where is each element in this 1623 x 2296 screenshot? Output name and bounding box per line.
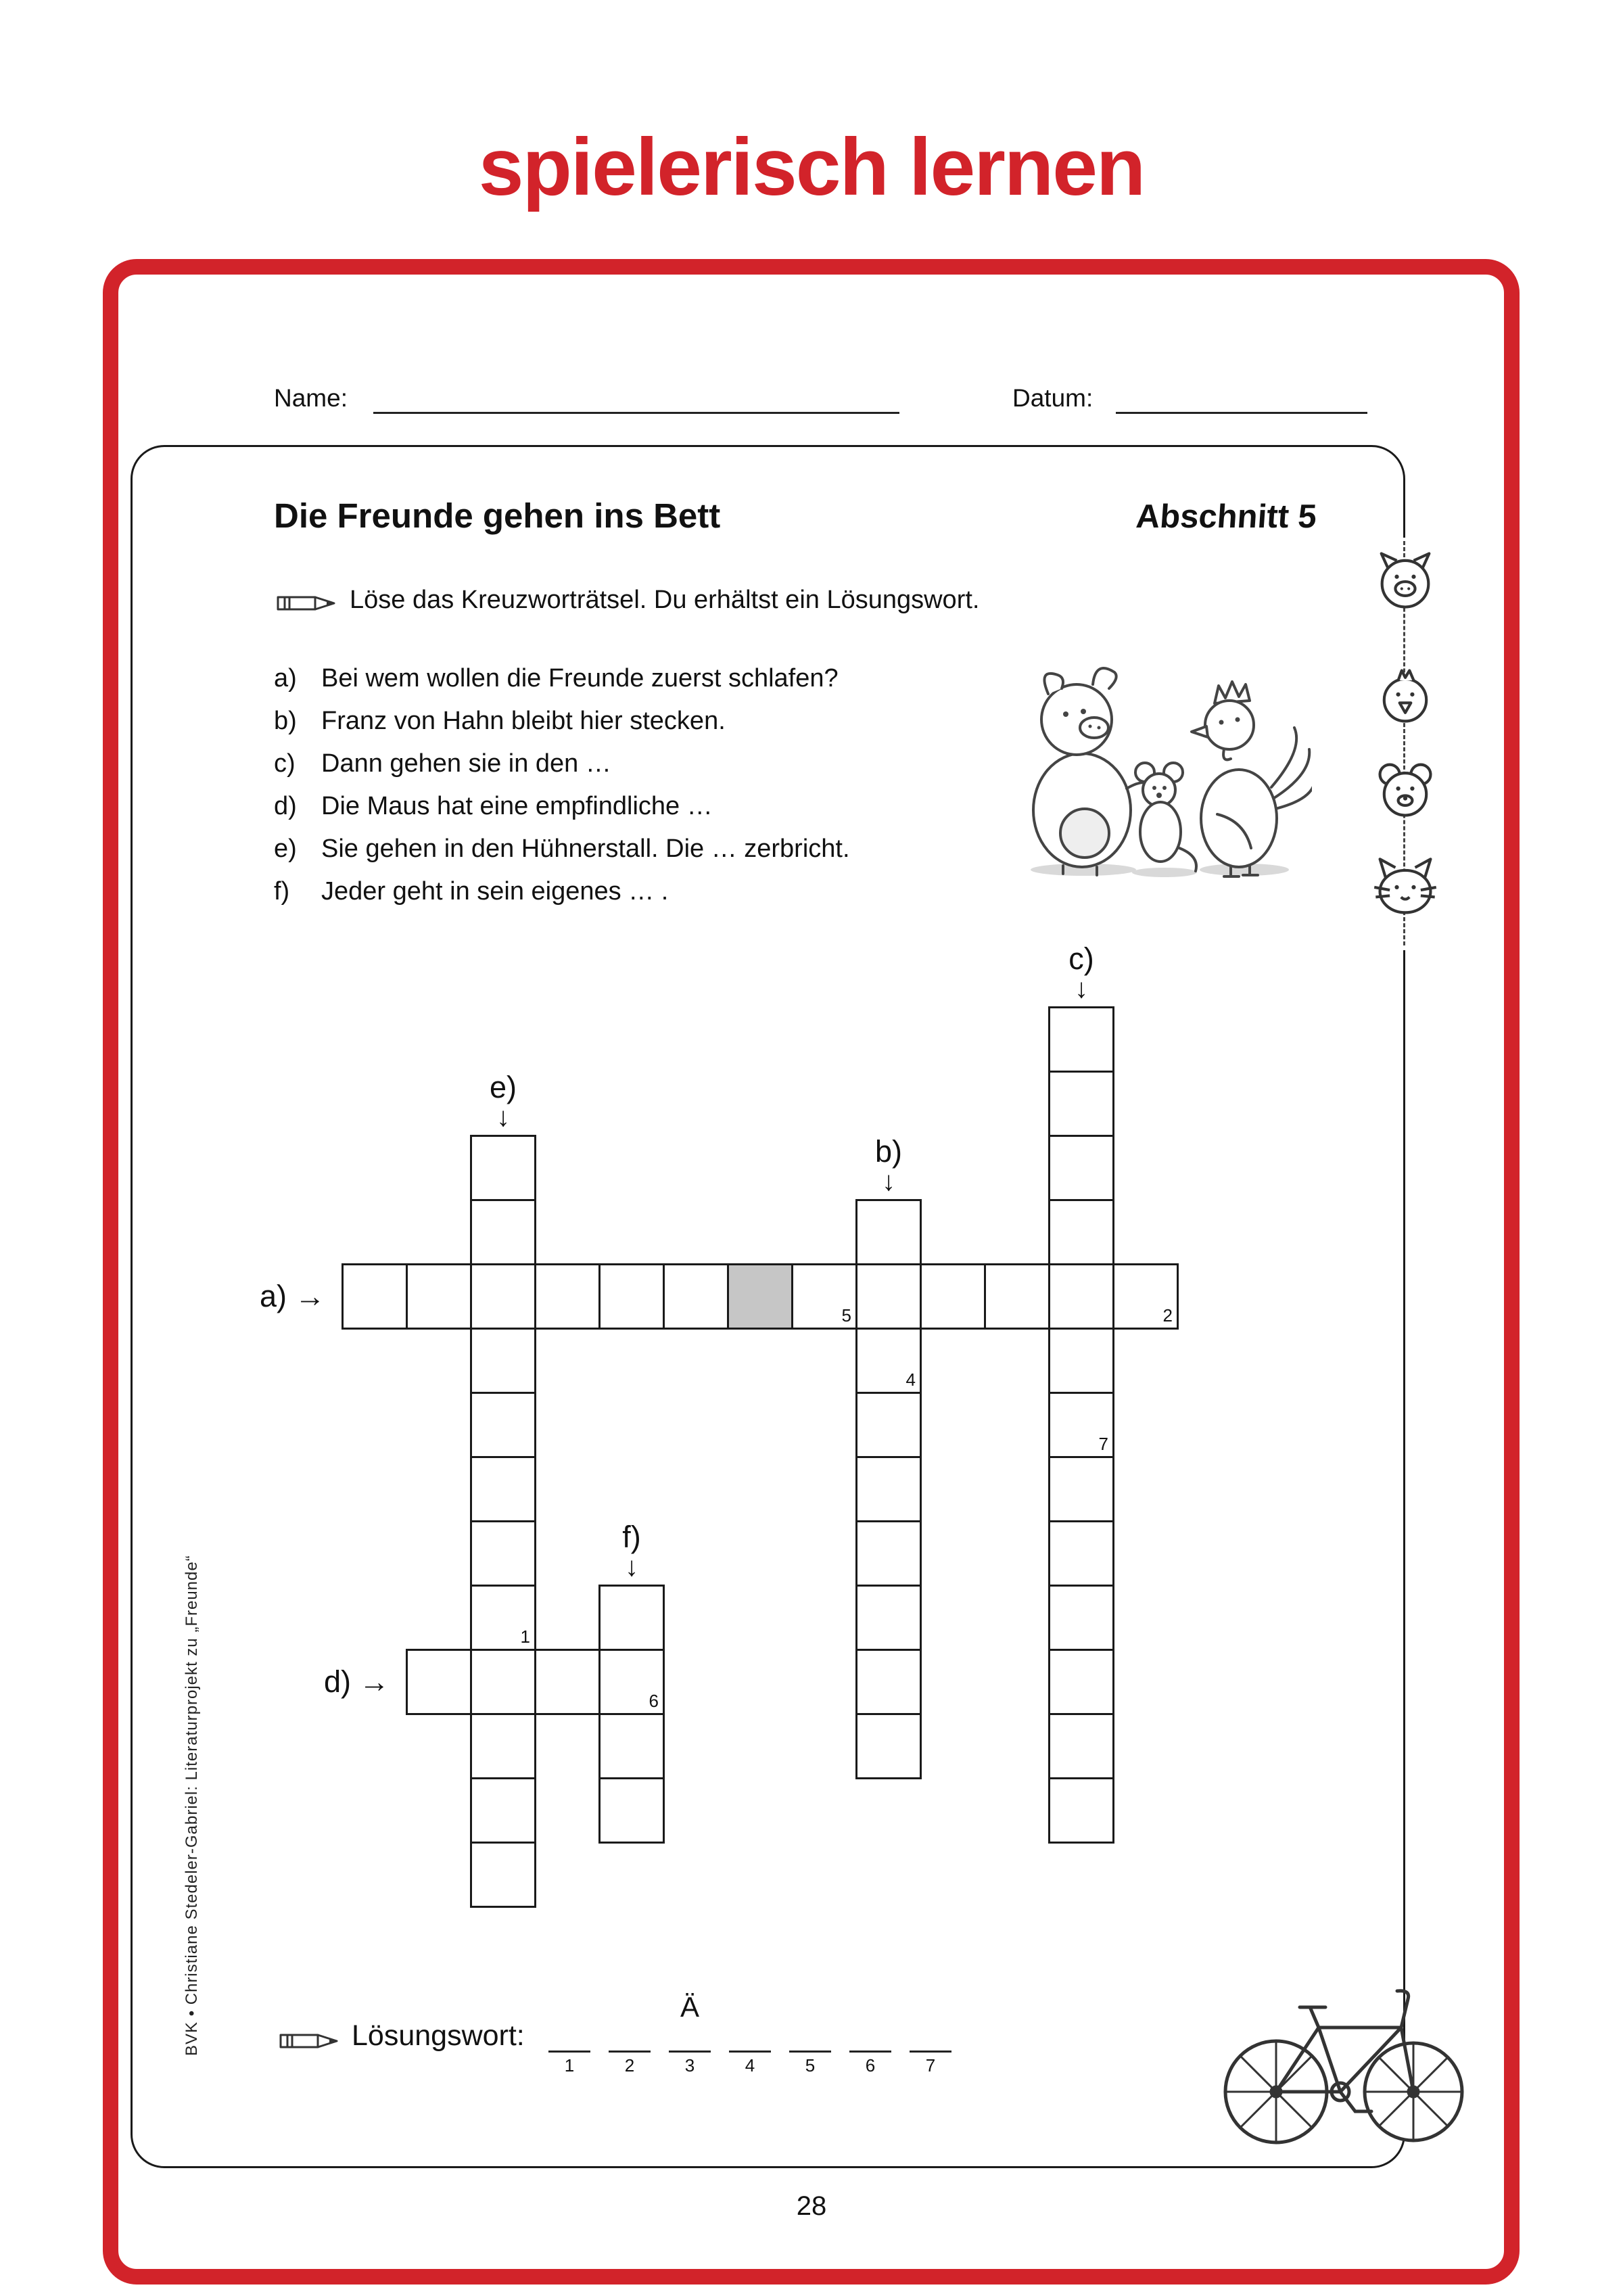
crossword-label-text: a): [259, 1279, 287, 1313]
crossword-cell-c-1[interactable]: [1048, 1071, 1114, 1137]
solution-number-marker-1: 1: [520, 1626, 530, 1647]
solution-blank-number: 5: [805, 2055, 816, 2076]
crossword-cell-b-8[interactable]: [855, 1713, 922, 1779]
solution-blank-1[interactable]: [548, 2019, 590, 2076]
down-arrow-icon: ↓: [625, 1552, 638, 1582]
solution-label: Lösungswort:: [352, 2019, 525, 2052]
crossword-label-text: f): [622, 1520, 641, 1554]
solution-number-marker-2: 2: [1162, 1305, 1173, 1326]
clue-f: [274, 877, 850, 920]
chick-icon: [1370, 662, 1440, 732]
crossword-cell-c-11[interactable]: [1048, 1713, 1114, 1779]
crossword-label-f: [598, 1502, 665, 1580]
crossword-cell-d-2[interactable]: [534, 1649, 601, 1715]
datum-input-line[interactable]: [1116, 384, 1367, 414]
crossword-cell-e-4[interactable]: [470, 1392, 536, 1458]
crossword-cell-f-2[interactable]: [598, 1713, 665, 1779]
clue-letter: d): [274, 792, 297, 820]
crossword-cell-e-10[interactable]: [470, 1777, 536, 1844]
solution-blank-number: 7: [925, 2055, 936, 2076]
crossword-cell-b-1[interactable]: [855, 1263, 922, 1330]
solution-blank-number: 1: [564, 2055, 575, 2076]
crossword-cell-b-5[interactable]: [855, 1520, 922, 1587]
page-number: 28: [796, 2191, 827, 2221]
crossword-cell-e-3[interactable]: [470, 1328, 536, 1394]
crossword-cell-a-3[interactable]: [534, 1263, 601, 1330]
crossword-cell-d-0[interactable]: [406, 1649, 472, 1715]
crossword-cell-a-10[interactable]: [984, 1263, 1050, 1330]
crossword-cell-e-6[interactable]: [470, 1520, 536, 1587]
crossword-cell-a-0[interactable]: [342, 1263, 408, 1330]
crossword-cell-e-8[interactable]: [470, 1649, 536, 1715]
bicycle-cartoon: [1210, 1953, 1481, 2156]
pig-mouse-rooster-cartoon: [1014, 655, 1312, 878]
solution-blank-number: 6: [865, 2055, 876, 2076]
solution-blank-4[interactable]: [729, 2019, 771, 2076]
clue-b: [274, 707, 850, 749]
clue-text: Dann gehen sie in den …: [321, 749, 611, 778]
solution-number-marker-7: 7: [1098, 1434, 1108, 1454]
clue-d: [274, 792, 850, 835]
crossword-cell-e-11[interactable]: [470, 1842, 536, 1908]
crossword-cell-a-4[interactable]: [598, 1263, 665, 1330]
crossword-cell-c-12[interactable]: [1048, 1777, 1114, 1844]
clue-letter: f): [274, 877, 290, 906]
crossword-cell-c-10[interactable]: [1048, 1649, 1114, 1715]
side-credit-text: BVK • Christiane Stedeler-Gabriel: Literaturprojekt zu „Freunde“: [183, 1555, 201, 2056]
crossword-cell-e-2[interactable]: [470, 1263, 536, 1330]
crossword-cell-c-2[interactable]: [1048, 1135, 1114, 1201]
crossword-cell-b-6[interactable]: [855, 1585, 922, 1651]
crossword-cell-b-7[interactable]: [855, 1649, 922, 1715]
crossword-cell-b-3[interactable]: [855, 1392, 922, 1458]
down-arrow-icon: ↓: [1075, 974, 1088, 1004]
solution-blank-7[interactable]: [910, 2019, 951, 2076]
mouse-icon: [1370, 753, 1440, 824]
clue-text: Franz von Hahn bleibt hier stecken.: [321, 707, 726, 735]
crossword-cell-c-4[interactable]: [1048, 1263, 1114, 1330]
crossword-cell-c-7[interactable]: [1048, 1456, 1114, 1522]
crossword-cell-c-9[interactable]: [1048, 1585, 1114, 1651]
name-label: Name:: [274, 384, 348, 412]
solution-blank-number: 2: [624, 2055, 635, 2076]
crossword-cell-b-0[interactable]: [855, 1199, 922, 1265]
solution-number-marker-5: 5: [841, 1305, 851, 1326]
worksheet-title: Die Freunde gehen ins Bett: [274, 496, 721, 535]
crossword-label-text: c): [1068, 941, 1094, 976]
crossword-separator-cell[interactable]: [727, 1263, 793, 1330]
clue-a: [274, 664, 850, 707]
solution-blank-number: 4: [745, 2055, 755, 2076]
clue-letter: a): [274, 664, 297, 693]
crossword-cell-e-0[interactable]: [470, 1135, 536, 1201]
instruction-text: Löse das Kreuzworträtsel. Du erhältst ein Lösungswort.: [350, 586, 980, 614]
section-label: Abschnitt 5: [1135, 498, 1318, 535]
crossword-cell-b-4[interactable]: [855, 1456, 922, 1522]
crossword-cell-a-1[interactable]: [406, 1263, 472, 1330]
crossword-cell-f-3[interactable]: [598, 1777, 665, 1844]
solution-blank-6[interactable]: [849, 2019, 891, 2076]
name-input-line[interactable]: [373, 384, 899, 414]
crossword-label-a: [227, 1263, 335, 1330]
crossword-label-d: [291, 1649, 399, 1715]
clue-text: Bei wem wollen die Freunde zuerst schlafen?: [321, 664, 839, 693]
crossword-cell-e-5[interactable]: [470, 1456, 536, 1522]
clue-list: [274, 664, 850, 920]
right-arrow-icon: →: [295, 1279, 325, 1313]
crossword-cell-c-5[interactable]: [1048, 1328, 1114, 1394]
datum-label: Datum:: [1012, 384, 1093, 412]
down-arrow-icon: ↓: [496, 1102, 510, 1132]
clue-letter: b): [274, 707, 297, 735]
clue-letter: e): [274, 835, 297, 863]
solution-given-letter: Ä: [680, 1991, 699, 2023]
down-arrow-icon: ↓: [882, 1167, 895, 1196]
crossword-cell-a-9[interactable]: [920, 1263, 986, 1330]
pig-icon: [1370, 545, 1440, 615]
crossword-cell-c-8[interactable]: [1048, 1520, 1114, 1587]
crossword-label-text: d): [323, 1664, 351, 1699]
pencil-icon: [275, 590, 339, 617]
clue-e: [274, 835, 850, 877]
clue-text: Jeder geht in sein eigenes … .: [321, 877, 669, 906]
clue-text: Die Maus hat eine empfindliche …: [321, 792, 713, 820]
solution-blank-5[interactable]: [789, 2019, 831, 2076]
crossword-cell-a-5[interactable]: [663, 1263, 729, 1330]
crossword-cell-f-0[interactable]: [598, 1585, 665, 1651]
clue-text: Sie gehen in den Hühnerstall. Die … zerbricht.: [321, 835, 850, 863]
solution-number-marker-4: 4: [905, 1369, 916, 1390]
right-arrow-icon: →: [359, 1664, 390, 1699]
clue-c: [274, 749, 850, 792]
crossword-label-b: [855, 1117, 922, 1195]
cat-icon: [1370, 853, 1440, 924]
solution-blank-2[interactable]: [609, 2019, 651, 2076]
clue-letter: c): [274, 749, 296, 778]
crossword-label-text: b): [874, 1134, 902, 1169]
crossword-label-c: [1048, 924, 1114, 1002]
solution-number-marker-6: 6: [649, 1691, 659, 1711]
crossword-cell-c-3[interactable]: [1048, 1199, 1114, 1265]
solution-blank-3[interactable]: [669, 2019, 711, 2076]
crossword-cell-e-1[interactable]: [470, 1199, 536, 1265]
crossword-label-e: [470, 1052, 536, 1131]
solution-blank-number: 3: [684, 2055, 695, 2076]
crossword-cell-e-9[interactable]: [470, 1713, 536, 1779]
pencil-icon: [277, 2028, 342, 2055]
crossword-label-text: e): [489, 1070, 517, 1104]
page-banner-title: spielerisch lernen: [478, 122, 1145, 212]
crossword-cell-c-0[interactable]: [1048, 1006, 1114, 1073]
